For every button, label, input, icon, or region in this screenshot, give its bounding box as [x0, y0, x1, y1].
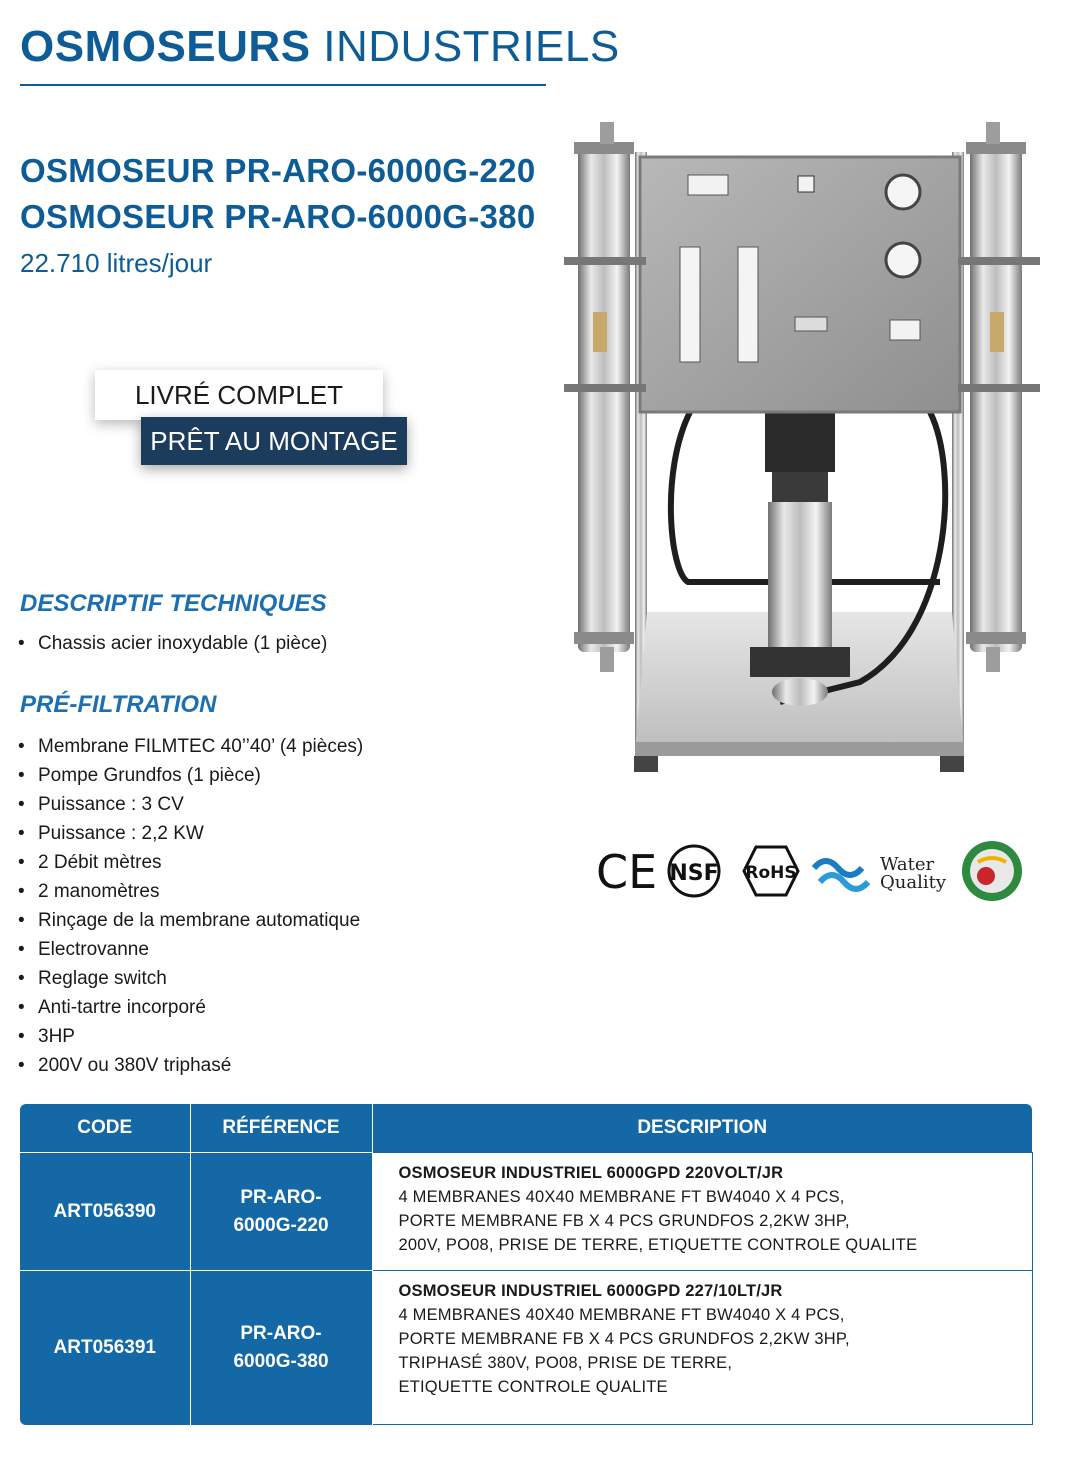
certification-logos	[594, 838, 1034, 904]
table-row	[20, 1153, 1032, 1271]
section-title-technical: DESCRIPTIF TECHNIQUES	[20, 590, 327, 617]
svg-text:NSF: NSF	[669, 861, 719, 886]
reference-line: PR-ARO-	[240, 1186, 322, 1208]
prefiltration-list	[18, 732, 363, 1080]
header-divider	[20, 84, 546, 86]
product-capacity: 22.710 litres/jour	[20, 248, 213, 278]
page-title-bold: OSMOSEURS	[20, 22, 311, 71]
badge-livre-complet: LIVRÉ COMPLET	[95, 370, 383, 420]
description-line: ETIQUETTE CONTROLE QUALITE	[398, 1378, 668, 1396]
reference-line: 6000G-220	[233, 1214, 329, 1236]
column-header-description: DESCRIPTION	[372, 1104, 1032, 1153]
cell-reference	[190, 1153, 372, 1271]
list-item: • Chassis acier inoxydable (1 pièce)	[18, 629, 327, 658]
page-title-rest: INDUSTRIELS	[323, 22, 620, 71]
description-line: 4 MEMBRANES 40X40 MEMBRANE FT BW4040 X 4 PCS,	[398, 1306, 845, 1324]
eco-seal-icon	[962, 841, 1022, 901]
cell-description	[372, 1153, 1032, 1271]
water-quality-logo-icon	[814, 854, 947, 893]
description-title: OSMOSEUR INDUSTRIEL 6000GPD 220VOLT/JR	[398, 1164, 784, 1182]
list-item: • Membrane FILMTEC 40’’40’ (4 pièces)	[18, 732, 363, 761]
list-item: • Puissance : 2,2 KW	[18, 819, 363, 848]
table-row	[20, 1271, 1032, 1425]
list-item: • 2 Débit mètres	[18, 848, 363, 877]
description-line: 4 MEMBRANES 40X40 MEMBRANE FT BW4040 X 4 PCS,	[398, 1188, 845, 1206]
ce-mark-icon	[596, 845, 657, 899]
list-item: • 2 manomètres	[18, 877, 363, 906]
svg-text:CE: CE	[596, 845, 658, 899]
product-heading	[20, 148, 535, 282]
column-header-reference: RÉFÉRENCE	[190, 1104, 372, 1153]
description-line: TRIPHASÉ 380V, PO08, PRISE DE TERRE,	[398, 1354, 733, 1372]
cell-code: ART056390	[20, 1153, 190, 1271]
list-item: • Puissance : 3 CV	[18, 790, 363, 819]
product-name-380: OSMOSEUR PR-ARO-6000G-380	[20, 198, 536, 235]
badge-pret-au-montage: PRÊT AU MONTAGE	[141, 417, 407, 465]
table-header-row	[20, 1104, 1032, 1153]
list-item: • 3HP	[18, 1022, 363, 1051]
description-line: PORTE MEMBRANE FB X 4 PCS GRUNDFOS 2,2KW 3HP,	[398, 1212, 850, 1230]
description-line: 200V, PO08, PRISE DE TERRE, ETIQUETTE CONTROLE QUALITE	[398, 1236, 918, 1254]
product-name-220: OSMOSEUR PR-ARO-6000G-220	[20, 152, 536, 189]
cell-description	[372, 1271, 1032, 1425]
nsf-logo-icon	[669, 846, 719, 896]
reference-line: PR-ARO-	[240, 1322, 322, 1344]
list-item: • Pompe Grundfos (1 pièce)	[18, 761, 363, 790]
list-item: • Reglage switch	[18, 964, 363, 993]
cell-code: ART056391	[20, 1271, 190, 1425]
cell-reference	[190, 1271, 372, 1425]
reference-line: 6000G-380	[233, 1350, 329, 1372]
section-title-prefiltration: PRÉ-FILTRATION	[20, 691, 217, 718]
list-item: • Rinçage de la membrane automatique	[18, 906, 363, 935]
page-title	[20, 22, 620, 72]
rohs-logo-icon	[744, 847, 798, 895]
svg-text:Water: Water	[880, 854, 935, 875]
list-item: • Electrovanne	[18, 935, 363, 964]
page-header	[20, 22, 620, 72]
product-spec-table	[20, 1104, 1033, 1425]
description-line: PORTE MEMBRANE FB X 4 PCS GRUNDFOS 2,2KW 3HP,	[398, 1330, 850, 1348]
reverse-osmosis-unit-image	[560, 112, 1050, 792]
description-title: OSMOSEUR INDUSTRIEL 6000GPD 227/10LT/JR	[398, 1282, 783, 1300]
svg-text:RoHS: RoHS	[745, 863, 797, 883]
svg-text:Quality: Quality	[880, 872, 946, 893]
list-item: • 200V ou 380V triphasé	[18, 1051, 363, 1080]
list-item: • Anti-tartre incorporé	[18, 993, 363, 1022]
column-header-code: CODE	[20, 1104, 190, 1153]
technical-list	[18, 629, 327, 658]
